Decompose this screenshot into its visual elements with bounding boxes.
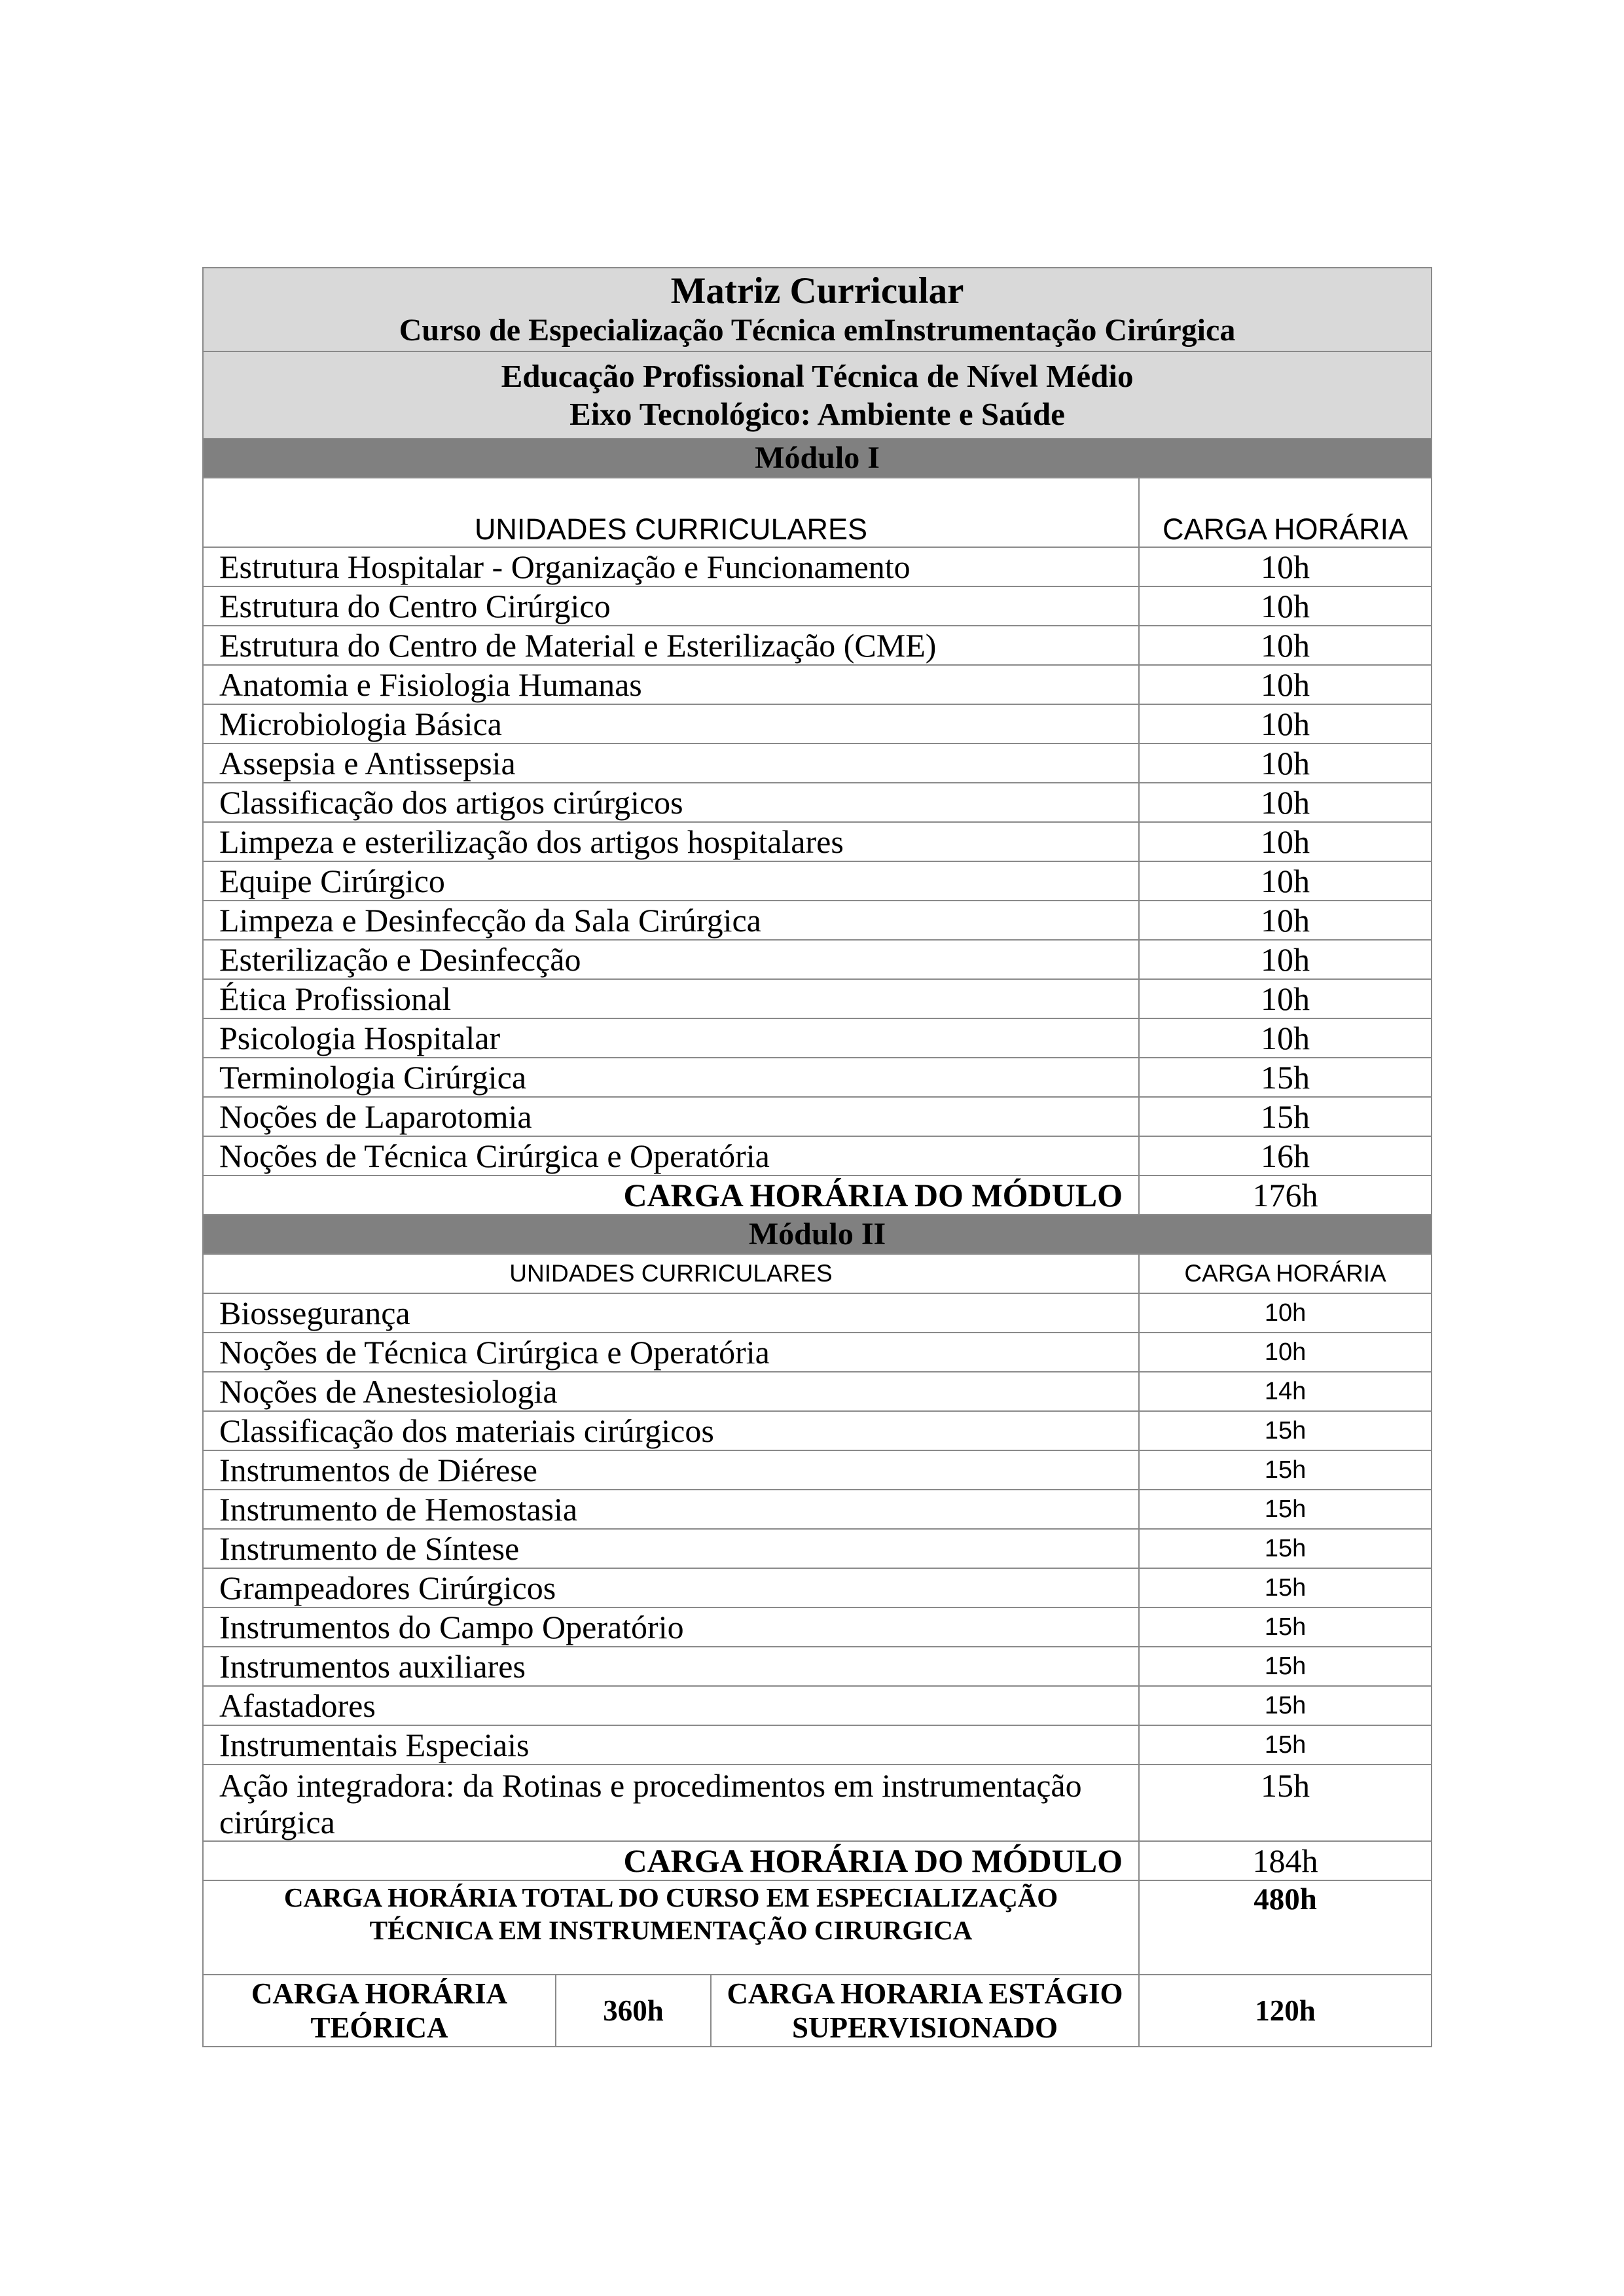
- unit-hours: 10h: [1139, 665, 1432, 704]
- table-row: [203, 979, 1432, 1018]
- table-row: [203, 1765, 1432, 1841]
- unit-hours: 10h: [1139, 901, 1432, 940]
- module-2-section: [203, 1215, 1432, 1880]
- course-total-label-line: CARGA HORÁRIA TOTAL DO CURSO EM ESPECIALIZAÇÃO: [283, 1882, 1058, 1912]
- curricular-unit: Classificação dos artigos cirúrgicos: [203, 783, 1139, 822]
- internship-hours-label-line: SUPERVISIONADO: [792, 2011, 1058, 2044]
- unit-hours: 15h: [1139, 1686, 1432, 1725]
- curricular-unit: Limpeza e esterilização dos artigos hospitalares: [203, 822, 1139, 861]
- matrix-header: [203, 268, 1432, 439]
- column-header-row: [203, 1254, 1432, 1293]
- internship-hours-label-line: CARGA HORARIA ESTÁGIO: [727, 1977, 1123, 2010]
- table-row: [203, 1450, 1432, 1490]
- curricular-unit: Classificação dos materiais cirúrgicos: [203, 1411, 1139, 1450]
- unit-hours: 15h: [1139, 1607, 1432, 1647]
- table-row: [203, 1097, 1432, 1136]
- table-row: [203, 1490, 1432, 1529]
- units-column-header: UNIDADES CURRICULARES: [203, 1254, 1139, 1293]
- module-title-row: [203, 1215, 1432, 1254]
- course-name: Curso de Especialização Técnica emInstrumentação Cirúrgica: [399, 313, 1236, 348]
- unit-hours: 15h: [1139, 1568, 1432, 1607]
- internship-hours-label: [711, 1975, 1139, 2047]
- unit-hours: 10h: [1139, 1018, 1432, 1058]
- table-row: [203, 1293, 1432, 1333]
- unit-hours: 10h: [1139, 626, 1432, 665]
- table-row: [203, 940, 1432, 979]
- table-row: [203, 626, 1432, 665]
- table-row: [203, 1136, 1432, 1175]
- module-hours-total: 176h: [1139, 1175, 1432, 1215]
- table-row: [203, 1647, 1432, 1686]
- title-cell: [203, 268, 1432, 351]
- curricular-unit: Instrumentos auxiliares: [203, 1647, 1139, 1686]
- module-total-row: [203, 1841, 1432, 1880]
- units-column-header: UNIDADES CURRICULARES: [203, 478, 1139, 547]
- hours-column-header: CARGA HORÁRIA: [1139, 478, 1432, 547]
- matrix-footer: [203, 1880, 1432, 2047]
- curricular-unit: Instrumento de Síntese: [203, 1529, 1139, 1568]
- curricular-unit: Instrumentais Especiais: [203, 1725, 1139, 1765]
- table-row: [203, 861, 1432, 901]
- unit-hours: 10h: [1139, 861, 1432, 901]
- table-row: [203, 783, 1432, 822]
- curricular-unit: Estrutura Hospitalar - Organização e Funcionamento: [203, 547, 1139, 586]
- hours-column-header: CARGA HORÁRIA: [1139, 1254, 1432, 1293]
- table-row: [203, 1725, 1432, 1765]
- curricular-unit: Limpeza e Desinfecção da Sala Cirúrgica: [203, 901, 1139, 940]
- curricular-unit: Microbiologia Básica: [203, 704, 1139, 744]
- table-row: [203, 1568, 1432, 1607]
- theory-hours-value: 360h: [556, 1975, 711, 2047]
- table-row: [203, 704, 1432, 744]
- unit-hours: 15h: [1139, 1725, 1432, 1765]
- curricular-unit: Grampeadores Cirúrgicos: [203, 1568, 1139, 1607]
- curricular-unit: Noções de Técnica Cirúrgica e Operatória: [203, 1136, 1139, 1175]
- course-total-label: [203, 1880, 1139, 1975]
- table-row: [203, 1607, 1432, 1647]
- theory-hours-label-line: CARGA HORÁRIA: [251, 1977, 508, 2010]
- unit-hours: 10h: [1139, 704, 1432, 744]
- module-hours-label: CARGA HORÁRIA DO MÓDULO: [203, 1175, 1139, 1215]
- table-row: [203, 1686, 1432, 1725]
- curricular-unit: Biossegurança: [203, 1293, 1139, 1333]
- table-row: [203, 1529, 1432, 1568]
- table-row: [203, 1018, 1432, 1058]
- hours-summary-row: [203, 1975, 1432, 2047]
- unit-hours: 10h: [1139, 744, 1432, 783]
- table-row: [203, 744, 1432, 783]
- curricular-unit: Anatomia e Fisiologia Humanas: [203, 665, 1139, 704]
- unit-hours: 10h: [1139, 940, 1432, 979]
- table-row: [203, 665, 1432, 704]
- module-title-row: [203, 439, 1432, 478]
- module-title: Módulo I: [203, 439, 1432, 478]
- course-total-label-line: TÉCNICA EM INSTRUMENTAÇÃO CIRURGICA: [369, 1915, 973, 1945]
- curricular-unit: Equipe Cirúrgico: [203, 861, 1139, 901]
- table-row: [203, 1058, 1432, 1097]
- course-total-hours: 480h: [1139, 1880, 1432, 1975]
- curricular-unit: Psicologia Hospitalar: [203, 1018, 1139, 1058]
- table-row: [203, 1411, 1432, 1450]
- unit-hours: 10h: [1139, 586, 1432, 626]
- unit-hours: 15h: [1139, 1765, 1432, 1841]
- table-row: [203, 547, 1432, 586]
- module-1-section: [203, 439, 1432, 1215]
- table-row: [203, 822, 1432, 861]
- unit-hours: 15h: [1139, 1097, 1432, 1136]
- table-row: [203, 901, 1432, 940]
- unit-hours: 15h: [1139, 1647, 1432, 1686]
- unit-hours: 10h: [1139, 822, 1432, 861]
- module-hours-total: 184h: [1139, 1841, 1432, 1880]
- unit-hours: 10h: [1139, 1333, 1432, 1372]
- theory-hours-label: [203, 1975, 556, 2047]
- unit-hours: 10h: [1139, 783, 1432, 822]
- curricular-unit: Noções de Laparotomia: [203, 1097, 1139, 1136]
- subtitle-cell: [203, 351, 1432, 439]
- curricular-unit: Estrutura do Centro de Material e Esterilização (CME): [203, 626, 1139, 665]
- curricular-unit: Instrumento de Hemostasia: [203, 1490, 1139, 1529]
- unit-hours: 15h: [1139, 1058, 1432, 1097]
- curricular-unit: Assepsia e Antissepsia: [203, 744, 1139, 783]
- education-level: Educação Profissional Técnica de Nível Médio: [501, 357, 1134, 394]
- unit-hours: 10h: [1139, 979, 1432, 1018]
- technological-axis: Eixo Tecnológico: Ambiente e Saúde: [569, 395, 1065, 432]
- internship-hours-value: 120h: [1139, 1975, 1432, 2047]
- unit-hours: 15h: [1139, 1529, 1432, 1568]
- title-row: [203, 268, 1432, 351]
- curricular-unit: Instrumentos de Diérese: [203, 1450, 1139, 1490]
- column-header-row: [203, 478, 1432, 547]
- unit-hours: 10h: [1139, 1293, 1432, 1333]
- module-hours-label: CARGA HORÁRIA DO MÓDULO: [203, 1841, 1139, 1880]
- course-total-row: [203, 1880, 1432, 1975]
- curricular-unit: Noções de Técnica Cirúrgica e Operatória: [203, 1333, 1139, 1372]
- table-row: [203, 1372, 1432, 1411]
- module-total-row: [203, 1175, 1432, 1215]
- curriculum-matrix-table: [202, 267, 1432, 2047]
- subtitle-row: [203, 351, 1432, 439]
- table-row: [203, 1333, 1432, 1372]
- curricular-unit: Ação integradora: da Rotinas e procedimentos em instrumentação cirúrgica: [203, 1765, 1139, 1841]
- unit-hours: 16h: [1139, 1136, 1432, 1175]
- curricular-unit: Noções de Anestesiologia: [203, 1372, 1139, 1411]
- document-title: Matriz Curricular: [670, 270, 964, 312]
- curricular-unit: Ética Profissional: [203, 979, 1139, 1018]
- curricular-unit: Instrumentos do Campo Operatório: [203, 1607, 1139, 1647]
- unit-hours: 15h: [1139, 1450, 1432, 1490]
- unit-hours: 15h: [1139, 1490, 1432, 1529]
- unit-hours: 15h: [1139, 1411, 1432, 1450]
- curricular-unit: Estrutura do Centro Cirúrgico: [203, 586, 1139, 626]
- curricular-unit: Afastadores: [203, 1686, 1139, 1725]
- curricular-unit: Esterilização e Desinfecção: [203, 940, 1139, 979]
- theory-hours-label-line: TEÓRICA: [310, 2011, 448, 2044]
- table-row: [203, 586, 1432, 626]
- module-title: Módulo II: [203, 1215, 1432, 1254]
- curricular-unit: Terminologia Cirúrgica: [203, 1058, 1139, 1097]
- unit-hours: 10h: [1139, 547, 1432, 586]
- unit-hours: 14h: [1139, 1372, 1432, 1411]
